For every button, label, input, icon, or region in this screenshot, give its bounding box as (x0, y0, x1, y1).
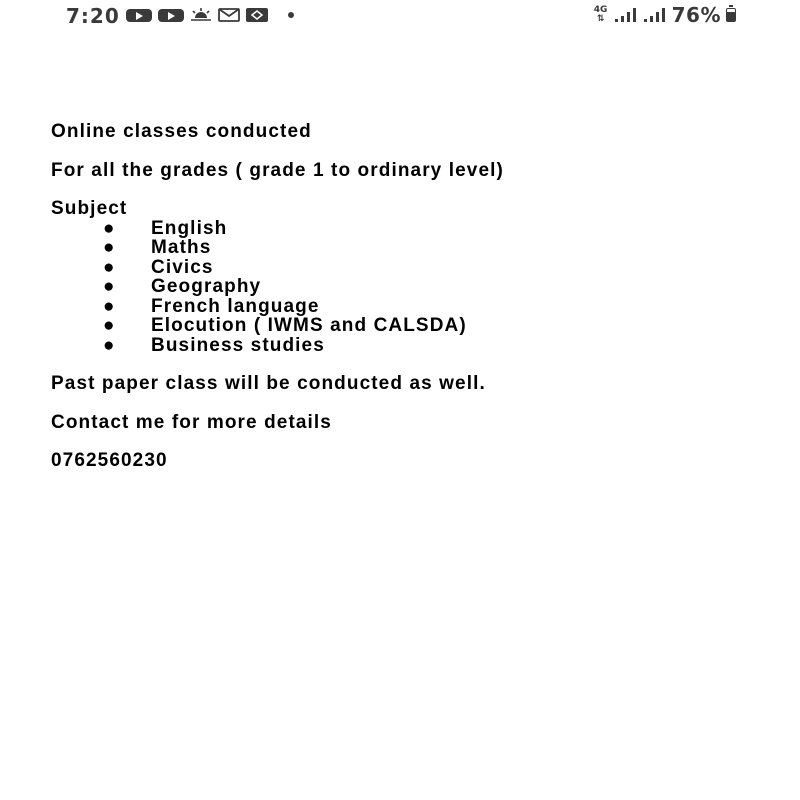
bullet-icon: ● (103, 276, 116, 297)
bullet-icon: ● (103, 295, 116, 317)
subject-label: English (151, 217, 228, 239)
weather-icon (190, 8, 212, 22)
subject-label: Business studies (151, 334, 325, 356)
list-item (51, 219, 771, 239)
signal-icon (614, 8, 638, 22)
list-item (51, 336, 771, 356)
list-item (51, 316, 771, 336)
youtube-icon (158, 9, 184, 22)
subject-label: Civics (151, 256, 214, 278)
contact-line: Contact me for more details (51, 411, 332, 433)
battery-icon (726, 8, 736, 22)
notification-icons (126, 8, 294, 22)
status-bar (0, 0, 800, 30)
bullet-icon: ● (103, 256, 116, 278)
past-paper-line: Past paper class will be conducted as well. (51, 373, 486, 394)
bullet-icon: ● (103, 237, 116, 258)
app-icon (246, 8, 268, 22)
dot-icon (288, 12, 294, 18)
subject-label: Elocution ( IWMS and CALSDA) (151, 315, 467, 336)
subject-list (51, 219, 771, 356)
youtube-icon (126, 9, 152, 22)
status-time: 7:20 (66, 4, 120, 28)
gmail-icon (218, 8, 240, 22)
subject-heading: Subject (51, 198, 128, 219)
grades-line: For all the grades ( grade 1 to ordinary level) (51, 159, 504, 181)
system-icons (593, 3, 736, 27)
phone-number: 0762560230 (51, 450, 168, 471)
bullet-icon: ● (103, 315, 116, 336)
list-item (51, 297, 771, 317)
network-label: 4G (593, 5, 608, 15)
battery-percent: 76% (671, 3, 721, 27)
network-type-icon: 4G ⇅ (593, 5, 608, 24)
bullet-icon: ● (103, 334, 116, 356)
list-item (51, 258, 771, 278)
signal-icon (643, 8, 667, 22)
subject-label: Maths (151, 237, 212, 258)
heading: Online classes conducted (51, 121, 312, 142)
battery-fill (727, 12, 735, 21)
subject-label: Geography (151, 276, 262, 297)
subject-label: French language (151, 295, 320, 317)
list-item (51, 277, 771, 297)
document-body (51, 122, 771, 490)
bullet-icon: ● (103, 217, 116, 239)
list-item (51, 238, 771, 258)
